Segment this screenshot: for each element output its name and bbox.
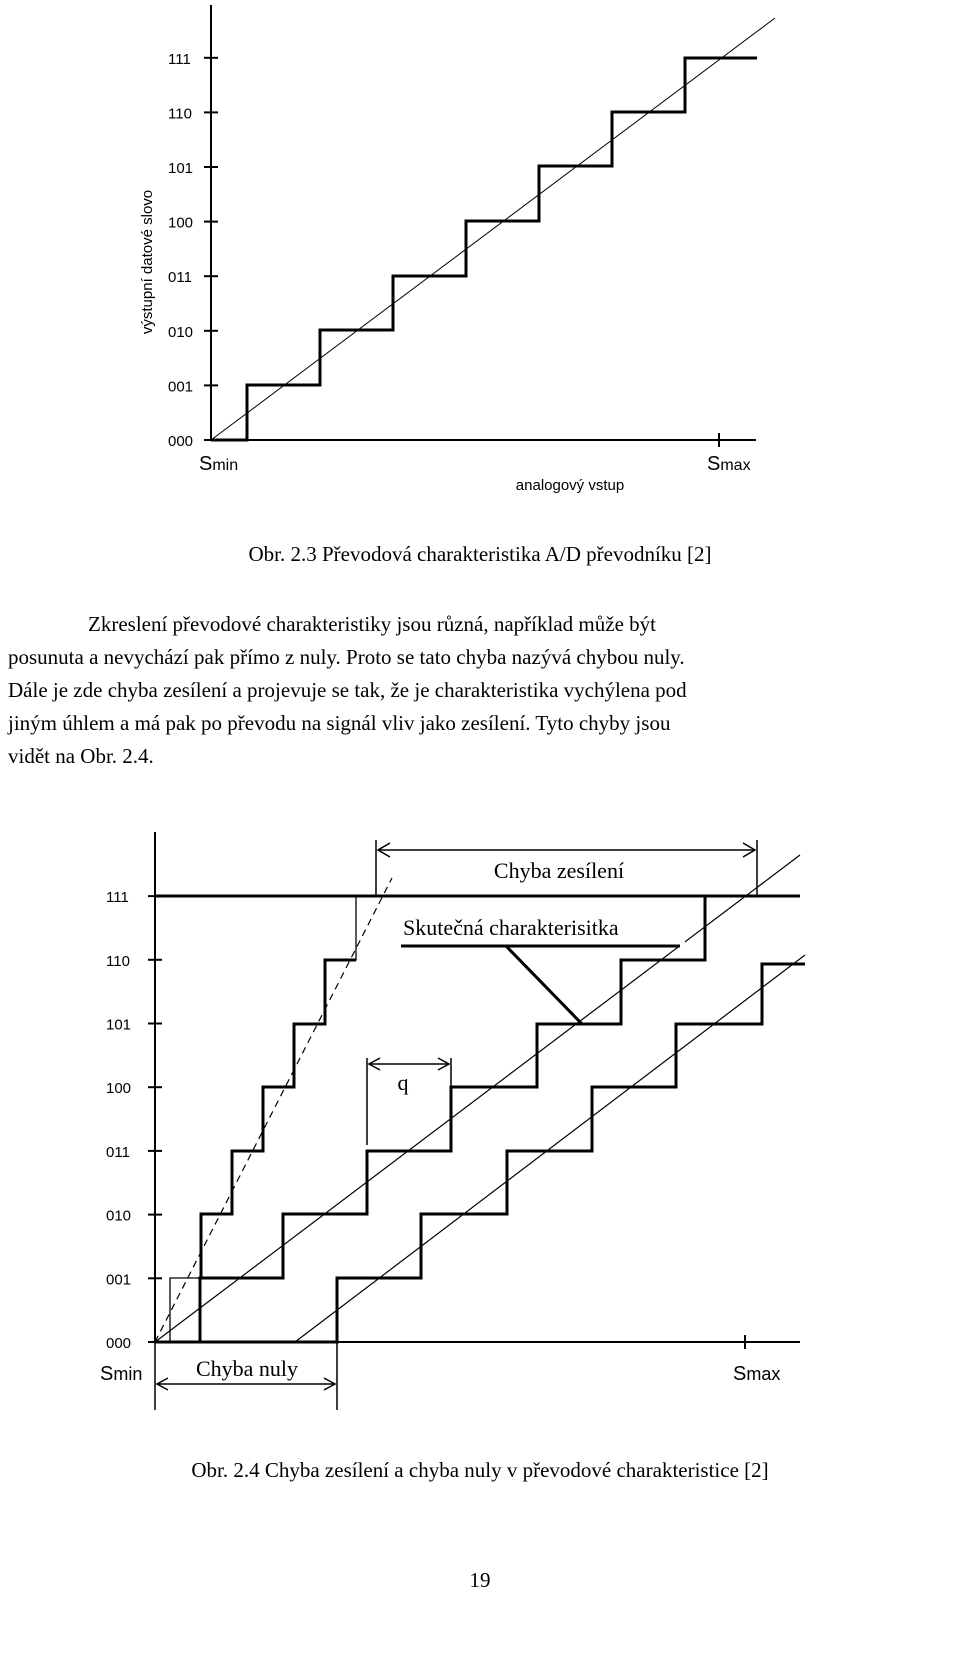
y-tick-label: 111 (168, 50, 191, 68)
real-characteristic-pointer (506, 946, 582, 1024)
y-tick-label: 011 (168, 269, 192, 287)
offset-line (295, 955, 805, 1342)
paragraph-line-5: vidět na Obr. 2.4. (8, 744, 154, 768)
figure-2-3 (0, 0, 960, 540)
y-tick-label: 001 (106, 1271, 132, 1289)
x-start-label: Smin (100, 1363, 143, 1385)
y-tick-label: 101 (106, 1016, 132, 1034)
gain-error-staircase (155, 896, 376, 1342)
x-axis-label: analogový vstup (515, 477, 625, 494)
gain-error-staircase-bold (201, 960, 356, 1278)
y-tick-label: 100 (168, 214, 194, 232)
paragraph-line-2: posunuta a nevychází pak přímo z nuly. Proto se tato chyba nazývá chybou nuly. (8, 645, 685, 669)
ideal-line (211, 18, 775, 440)
y-tick-label: 000 (168, 433, 194, 450)
y-tick-label: 010 (106, 1207, 132, 1225)
y-ticks (106, 889, 162, 1352)
x-end-label: Smax (733, 1363, 781, 1385)
paragraph-line-4: jiným úhlem a má pak po převodu na signál vliv jako zesílení. Tyto chyby jsou (8, 711, 671, 735)
y-tick-label: 010 (168, 323, 194, 341)
figure-2-4 (0, 820, 960, 1450)
x-end-label: Smax (707, 453, 751, 475)
x-start-label: Smin (199, 453, 239, 475)
real-characteristic-label: Skutečná charakterisitka (403, 915, 619, 940)
y-tick-label: 011 (106, 1143, 130, 1161)
paragraph-line-3: Dále je zde chyba zesílení a projevuje se tak, že je charakteristika vychýlena pod (8, 678, 687, 702)
y-tick-label: 110 (168, 105, 192, 123)
y-tick-label: 000 (106, 1335, 132, 1352)
y-tick-label: 101 (168, 160, 194, 177)
paragraph-line-1: Zkreslení převodové charakteristiky jsou různá, například může být (88, 612, 656, 636)
figure-2-3-caption: Obr. 2.3 Převodová charakteristika A/D převodníku [2] (248, 542, 712, 566)
y-tick-label: 001 (168, 378, 194, 396)
q-label: q (397, 1070, 409, 1095)
ideal-staircase (155, 896, 800, 1342)
figure-2-4-caption: Obr. 2.4 Chyba zesílení a chyba nuly v převodové charakteristice [2] (191, 1458, 769, 1482)
body-paragraph (8, 608, 952, 773)
y-tick-label: 110 (106, 952, 130, 970)
y-tick-label: 100 (106, 1080, 132, 1098)
page-number: 19 (469, 1568, 491, 1592)
zero-error-label: Chyba nuly (195, 1356, 299, 1381)
gain-error-label: Chyba zesílení (493, 858, 625, 883)
y-tick-label: 111 (106, 889, 129, 907)
offset-staircase (155, 964, 805, 1342)
staircase-characteristic (211, 58, 757, 440)
y-axis-label: výstupní datové slovo (139, 189, 156, 335)
